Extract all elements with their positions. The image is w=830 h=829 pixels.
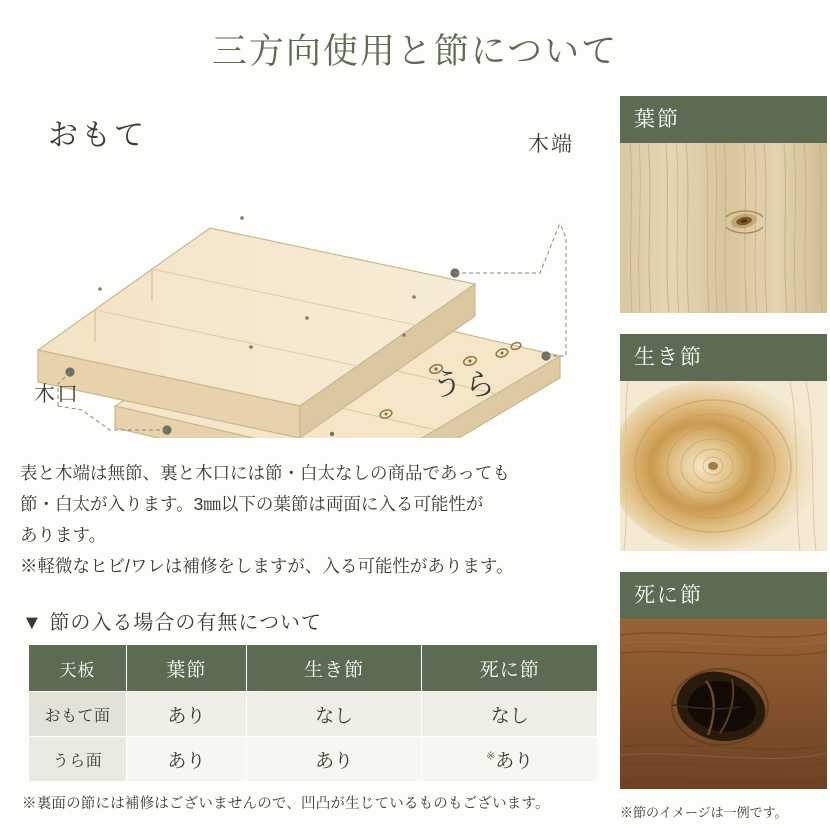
page-title: 三方向使用と節について [211,32,619,71]
photo-image-hanobushi [620,143,827,313]
table-heading: ▼ 節の入る場合の有無について [22,612,322,634]
table-footnote: ※裏面の節には補修はございませんので、凹凸が生じているものもございます。 [22,796,550,812]
table-cell-1-0: あり [127,737,247,782]
photo-card-shinibushi [620,572,827,789]
table-cell-0-2: なし [422,692,598,737]
photo-card-ikibushi [620,334,827,551]
photo-image-ikibushi [620,381,827,551]
photo-caption-0: 葉節 [620,96,827,143]
table-cell-0-0: あり [127,692,247,737]
description-line-1: 表と木端は無節、裏と木口には節・白太なしの商品であっても [20,463,510,483]
photo-image-shinibushi [620,619,827,789]
description-line-2: 節・白太が入ります。3㎜以下の葉節は両面に入る可能性が [20,494,484,515]
table-row [29,737,598,782]
table-row-head-1: うら面 [29,737,127,782]
table-col-header-3: 死に節 [422,645,598,692]
knot-table [28,644,598,782]
description-text [20,458,600,583]
table-header-row [29,645,598,692]
label-ura: うら [432,369,498,402]
photo-caption-1: 生き節 [620,334,827,381]
photo-note: ※節のイメージは一例です。 [620,805,788,820]
left-column [0,88,614,829]
table-row-head-0: おもて面 [29,692,127,737]
label-kobata: 木端 [528,133,574,156]
description-line-4: ※軽微なヒビ/ワレは補修をしますが、入る可能性があります。 [20,556,514,577]
table-cell-1-2-value: あり [495,750,534,772]
description-line-3: あります。 [20,525,107,546]
board-diagram [0,88,614,438]
table-col-header-2: 生き節 [246,645,422,692]
label-koguchi: 木口 [34,383,80,406]
table-row [29,692,598,737]
table-col-header-0: 天板 [29,645,127,692]
label-omote: おもて [48,119,147,152]
table-cell-1-2 [422,737,598,782]
photo-caption-2: 死に節 [620,572,827,619]
table-cell-1-1: あり [246,737,422,782]
photo-column [620,96,830,829]
table-col-header-1: 葉節 [127,645,247,692]
table-cell-mark: ※ [486,750,496,763]
photo-card-hanobushi [620,96,827,313]
table-cell-0-1: なし [246,692,422,737]
